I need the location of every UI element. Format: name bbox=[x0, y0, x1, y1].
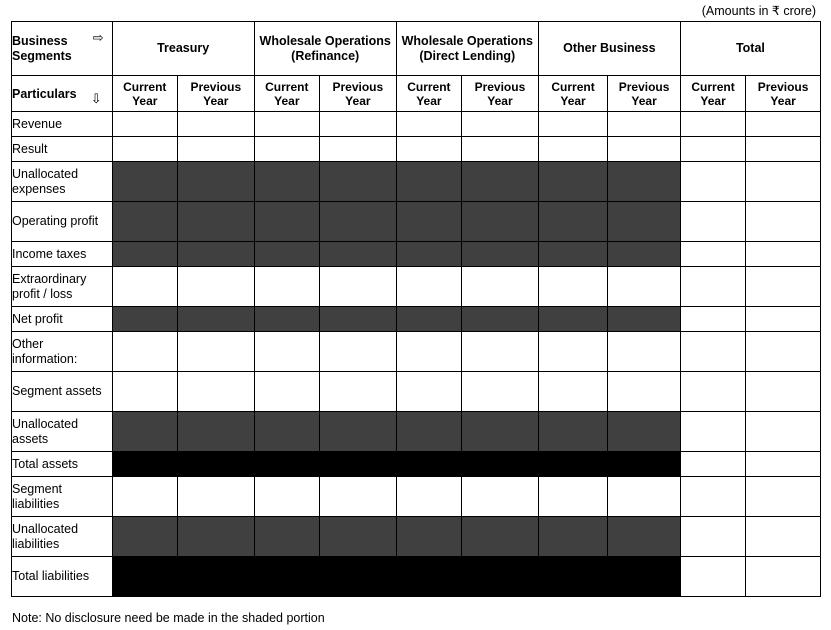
data-cell bbox=[746, 412, 821, 452]
header-particulars-label: Particulars bbox=[12, 86, 77, 101]
table-row bbox=[12, 332, 821, 372]
header-total-previous-year: Previous Year bbox=[746, 76, 821, 112]
data-cell bbox=[608, 267, 681, 307]
data-cell bbox=[177, 372, 254, 412]
shaded-cell bbox=[112, 452, 177, 477]
header-direct-lending-previous-year: Previous Year bbox=[462, 76, 539, 112]
data-cell bbox=[680, 412, 745, 452]
data-cell bbox=[538, 332, 607, 372]
data-cell bbox=[396, 137, 461, 162]
shaded-cell bbox=[396, 202, 461, 242]
data-cell bbox=[177, 137, 254, 162]
shaded-cell bbox=[112, 412, 177, 452]
shaded-cell bbox=[462, 202, 539, 242]
shaded-cell bbox=[538, 517, 607, 557]
header-business-segments-label: Business Segments bbox=[12, 33, 72, 63]
row-label: Unallocated expenses bbox=[12, 162, 113, 202]
shaded-cell bbox=[319, 557, 396, 597]
data-cell bbox=[680, 452, 745, 477]
data-cell bbox=[746, 242, 821, 267]
table-row bbox=[12, 452, 821, 477]
shaded-cell bbox=[396, 162, 461, 202]
data-cell bbox=[177, 332, 254, 372]
data-cell bbox=[746, 267, 821, 307]
shaded-cell bbox=[254, 452, 319, 477]
table-row bbox=[12, 307, 821, 332]
shaded-cell bbox=[319, 412, 396, 452]
data-cell bbox=[680, 477, 745, 517]
header-group-wholesale-direct-lending: Wholesale Operations (Direct Lending) bbox=[396, 22, 538, 76]
data-cell bbox=[538, 372, 607, 412]
header-group-row bbox=[12, 22, 821, 76]
shaded-cell bbox=[608, 412, 681, 452]
shaded-cell bbox=[462, 162, 539, 202]
shaded-cell bbox=[319, 307, 396, 332]
row-label: Total liabilities bbox=[12, 557, 113, 597]
data-cell bbox=[680, 517, 745, 557]
shaded-cell bbox=[254, 162, 319, 202]
data-cell bbox=[746, 162, 821, 202]
data-cell bbox=[396, 112, 461, 137]
data-cell bbox=[608, 477, 681, 517]
shaded-cell bbox=[608, 452, 681, 477]
data-cell bbox=[462, 267, 539, 307]
data-cell bbox=[319, 477, 396, 517]
shaded-cell bbox=[538, 242, 607, 267]
data-cell bbox=[746, 452, 821, 477]
row-label: Segment liabilities bbox=[12, 477, 113, 517]
arrow-right-icon: ⇨ bbox=[92, 30, 104, 45]
arrow-down-icon: ⇩ bbox=[90, 91, 102, 106]
data-cell bbox=[112, 112, 177, 137]
data-cell bbox=[254, 477, 319, 517]
data-cell bbox=[608, 332, 681, 372]
header-total-current-year: Current Year bbox=[680, 76, 745, 112]
data-cell bbox=[746, 332, 821, 372]
data-cell bbox=[746, 517, 821, 557]
table-row bbox=[12, 372, 821, 412]
shaded-cell bbox=[254, 202, 319, 242]
table-row bbox=[12, 477, 821, 517]
row-label: Extraordinary profit / loss bbox=[12, 267, 113, 307]
data-cell bbox=[462, 332, 539, 372]
data-cell bbox=[396, 372, 461, 412]
data-cell bbox=[680, 162, 745, 202]
header-business-segments bbox=[12, 22, 113, 76]
header-refinance-previous-year: Previous Year bbox=[319, 76, 396, 112]
shaded-cell bbox=[177, 412, 254, 452]
shaded-cell bbox=[254, 412, 319, 452]
table-row bbox=[12, 412, 821, 452]
data-cell bbox=[112, 477, 177, 517]
shaded-cell bbox=[538, 307, 607, 332]
data-cell bbox=[746, 202, 821, 242]
header-group-other-business: Other Business bbox=[538, 22, 680, 76]
data-cell bbox=[680, 332, 745, 372]
shaded-cell bbox=[396, 242, 461, 267]
data-cell bbox=[680, 137, 745, 162]
shaded-cell bbox=[538, 202, 607, 242]
table-row bbox=[12, 112, 821, 137]
shaded-cell bbox=[608, 202, 681, 242]
shaded-cell bbox=[319, 517, 396, 557]
shaded-cell bbox=[396, 307, 461, 332]
shaded-cell bbox=[112, 517, 177, 557]
shaded-cell bbox=[177, 307, 254, 332]
data-cell bbox=[254, 372, 319, 412]
shaded-cell bbox=[538, 557, 607, 597]
data-cell bbox=[746, 477, 821, 517]
header-direct-lending-current-year: Current Year bbox=[396, 76, 461, 112]
data-cell bbox=[254, 267, 319, 307]
shaded-cell bbox=[254, 517, 319, 557]
data-cell bbox=[462, 372, 539, 412]
data-cell bbox=[177, 267, 254, 307]
table-row bbox=[12, 557, 821, 597]
shaded-cell bbox=[177, 202, 254, 242]
data-cell bbox=[319, 332, 396, 372]
header-group-wholesale-refinance: Wholesale Operations (Refinance) bbox=[254, 22, 396, 76]
shaded-cell bbox=[538, 412, 607, 452]
data-cell bbox=[680, 372, 745, 412]
shaded-cell bbox=[396, 412, 461, 452]
data-cell bbox=[608, 372, 681, 412]
shaded-cell bbox=[462, 242, 539, 267]
shaded-cell bbox=[396, 517, 461, 557]
row-label: Income taxes bbox=[12, 242, 113, 267]
shaded-cell bbox=[538, 452, 607, 477]
shaded-cell bbox=[177, 517, 254, 557]
shaded-cell bbox=[396, 452, 461, 477]
table-row bbox=[12, 202, 821, 242]
table-header bbox=[12, 22, 821, 112]
row-label: Other information: bbox=[12, 332, 113, 372]
data-cell bbox=[254, 332, 319, 372]
shaded-cell bbox=[177, 162, 254, 202]
table-row bbox=[12, 162, 821, 202]
shaded-cell bbox=[254, 557, 319, 597]
data-cell bbox=[396, 332, 461, 372]
data-cell bbox=[538, 112, 607, 137]
data-cell bbox=[680, 202, 745, 242]
data-cell bbox=[319, 372, 396, 412]
header-subgroup-row bbox=[12, 76, 821, 112]
row-label: Revenue bbox=[12, 112, 113, 137]
shaded-cell bbox=[608, 307, 681, 332]
shaded-cell bbox=[112, 162, 177, 202]
shaded-cell bbox=[462, 412, 539, 452]
shaded-cell bbox=[177, 242, 254, 267]
shaded-cell bbox=[177, 452, 254, 477]
shaded-cell bbox=[319, 202, 396, 242]
shaded-cell bbox=[254, 242, 319, 267]
shaded-cell bbox=[462, 557, 539, 597]
shaded-cell bbox=[112, 242, 177, 267]
shaded-cell bbox=[319, 452, 396, 477]
data-cell bbox=[680, 557, 745, 597]
data-cell bbox=[608, 137, 681, 162]
data-cell bbox=[462, 477, 539, 517]
row-label: Result bbox=[12, 137, 113, 162]
table-row bbox=[12, 517, 821, 557]
header-group-total: Total bbox=[680, 22, 820, 76]
row-label: Segment assets bbox=[12, 372, 113, 412]
data-cell bbox=[746, 112, 821, 137]
header-treasury-previous-year: Previous Year bbox=[177, 76, 254, 112]
header-treasury-current-year: Current Year bbox=[112, 76, 177, 112]
header-refinance-current-year: Current Year bbox=[254, 76, 319, 112]
shaded-cell bbox=[112, 307, 177, 332]
data-cell bbox=[538, 267, 607, 307]
table-row bbox=[12, 267, 821, 307]
data-cell bbox=[462, 137, 539, 162]
shaded-cell bbox=[608, 242, 681, 267]
row-label: Unallocated liabilities bbox=[12, 517, 113, 557]
data-cell bbox=[608, 112, 681, 137]
data-cell bbox=[112, 332, 177, 372]
row-label: Net profit bbox=[12, 307, 113, 332]
data-cell bbox=[538, 137, 607, 162]
header-other-business-previous-year: Previous Year bbox=[608, 76, 681, 112]
data-cell bbox=[462, 112, 539, 137]
shaded-cell bbox=[608, 162, 681, 202]
data-cell bbox=[680, 242, 745, 267]
data-cell bbox=[746, 557, 821, 597]
shaded-portion-note: Note: No disclosure need be made in the shaded portion bbox=[12, 611, 325, 625]
data-cell bbox=[746, 307, 821, 332]
data-cell bbox=[319, 137, 396, 162]
row-label: Unallocated assets bbox=[12, 412, 113, 452]
segment-reporting-table bbox=[11, 21, 821, 597]
shaded-cell bbox=[177, 557, 254, 597]
shaded-cell bbox=[462, 452, 539, 477]
data-cell bbox=[746, 372, 821, 412]
data-cell bbox=[254, 137, 319, 162]
shaded-cell bbox=[112, 202, 177, 242]
data-cell bbox=[254, 112, 319, 137]
data-cell bbox=[319, 112, 396, 137]
shaded-cell bbox=[319, 242, 396, 267]
table-row bbox=[12, 242, 821, 267]
data-cell bbox=[177, 477, 254, 517]
data-cell bbox=[680, 267, 745, 307]
row-label: Operating profit bbox=[12, 202, 113, 242]
header-group-treasury: Treasury bbox=[112, 22, 254, 76]
data-cell bbox=[396, 267, 461, 307]
data-cell bbox=[680, 112, 745, 137]
table-row bbox=[12, 137, 821, 162]
shaded-cell bbox=[608, 557, 681, 597]
table-body bbox=[12, 112, 821, 597]
shaded-cell bbox=[319, 162, 396, 202]
data-cell bbox=[319, 267, 396, 307]
shaded-cell bbox=[112, 557, 177, 597]
data-cell bbox=[538, 477, 607, 517]
shaded-cell bbox=[396, 557, 461, 597]
shaded-cell bbox=[462, 517, 539, 557]
data-cell bbox=[746, 137, 821, 162]
header-particulars bbox=[12, 76, 113, 112]
amounts-unit-note: (Amounts in ₹ crore) bbox=[701, 4, 816, 18]
shaded-cell bbox=[254, 307, 319, 332]
shaded-cell bbox=[462, 307, 539, 332]
shaded-cell bbox=[608, 517, 681, 557]
header-other-business-current-year: Current Year bbox=[538, 76, 607, 112]
shaded-cell bbox=[538, 162, 607, 202]
row-label: Total assets bbox=[12, 452, 113, 477]
data-cell bbox=[112, 137, 177, 162]
data-cell bbox=[112, 267, 177, 307]
data-cell bbox=[396, 477, 461, 517]
data-cell bbox=[680, 307, 745, 332]
data-cell bbox=[177, 112, 254, 137]
data-cell bbox=[112, 372, 177, 412]
